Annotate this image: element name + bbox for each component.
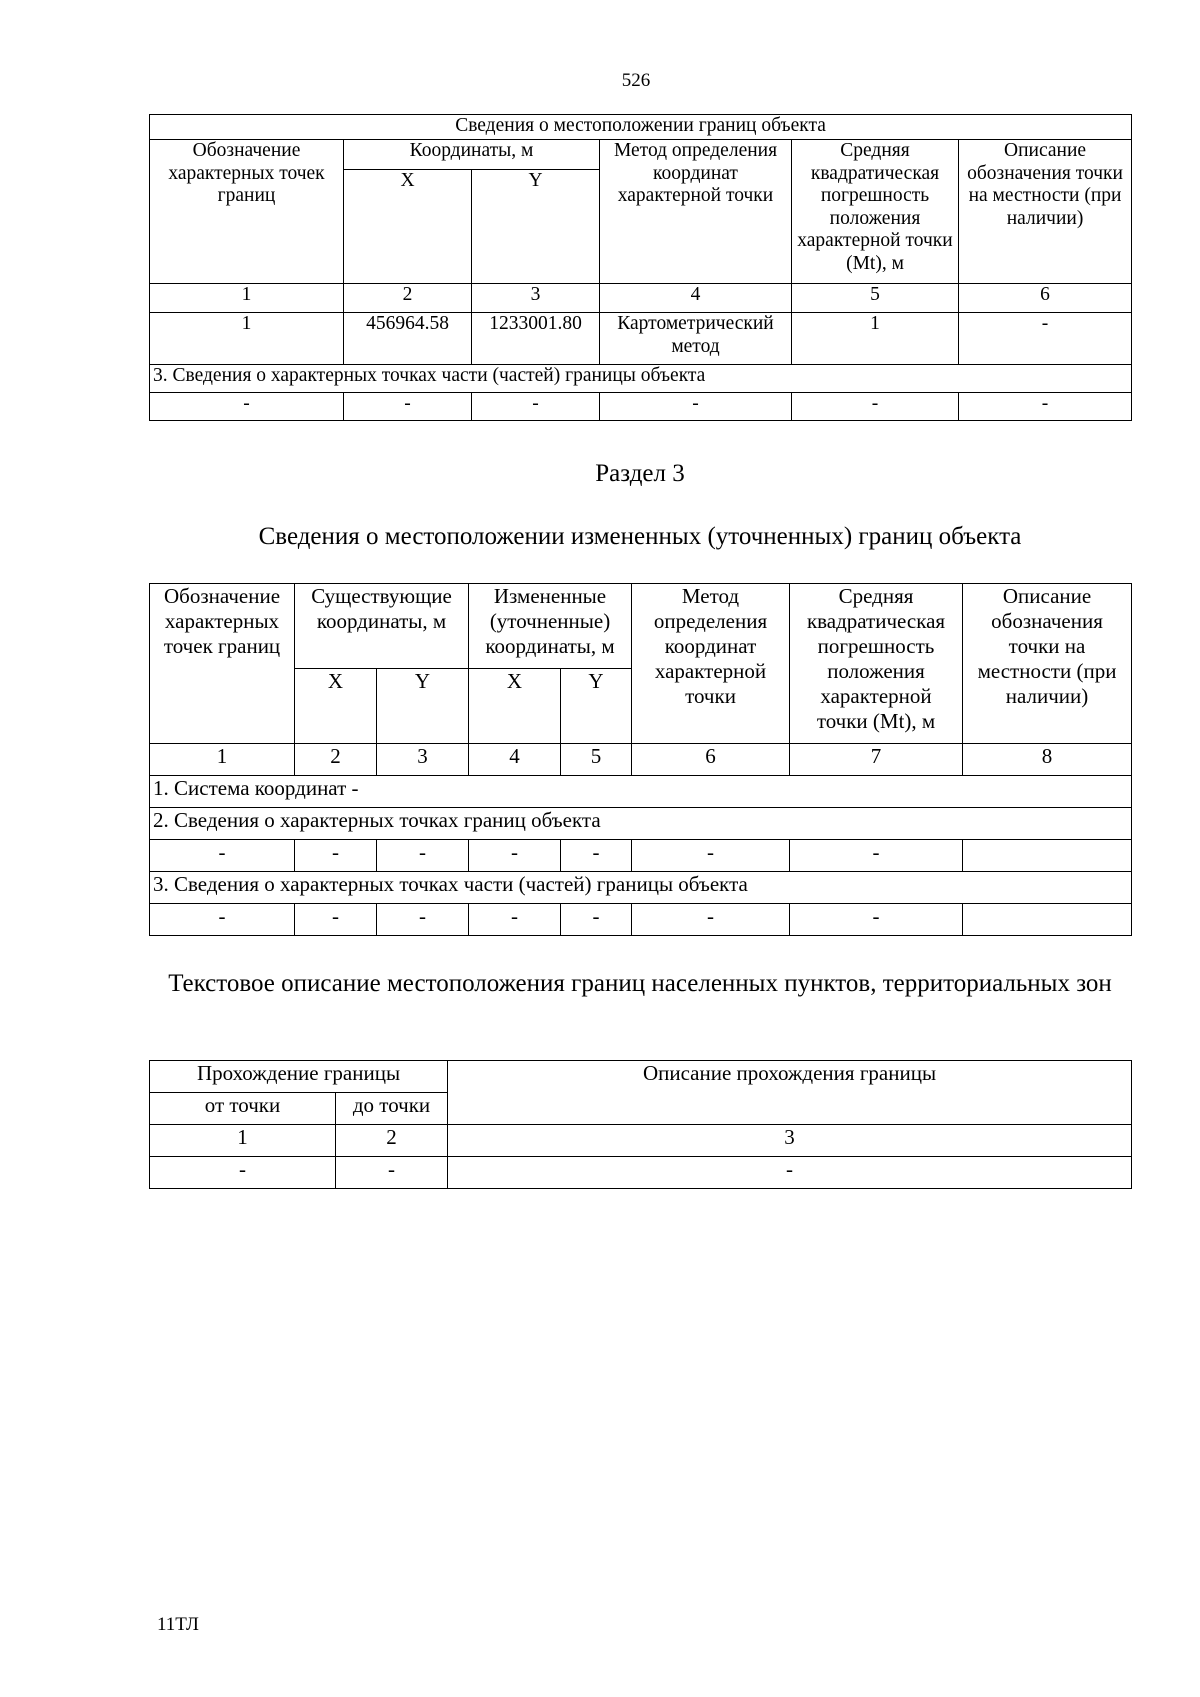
- col-header-method: Метод определения координат характерной точки: [632, 584, 790, 744]
- table-cell: -: [600, 393, 792, 421]
- column-number: 5: [792, 284, 959, 313]
- table-cell: 1: [792, 313, 959, 365]
- table-cell: -: [150, 904, 295, 936]
- table-cell: -: [959, 313, 1132, 365]
- coordinate-system: 1. Система координат -: [150, 776, 1132, 808]
- table-cell: -: [472, 393, 600, 421]
- table-cell: -: [295, 840, 377, 872]
- boundary-location-table: [149, 114, 1132, 421]
- table-cell: 1233001.80: [472, 313, 600, 365]
- table-title: Сведения о местоположении границ объекта: [150, 115, 1132, 140]
- table-row: [150, 904, 1132, 936]
- table-cell: 1: [150, 313, 344, 365]
- column-number: 1: [150, 1125, 336, 1157]
- table-cell: -: [790, 904, 963, 936]
- page-number: 526: [621, 70, 651, 91]
- table-cell: -: [377, 904, 469, 936]
- column-number: 8: [963, 744, 1132, 776]
- col-header-x: X: [295, 669, 377, 744]
- column-number: 1: [150, 744, 295, 776]
- column-number: 2: [336, 1125, 448, 1157]
- text-description-title: Текстовое описание местоположения границ населенных пунктов, территориальных зон: [168, 970, 1112, 997]
- table-cell: -: [377, 840, 469, 872]
- table-cell: -: [336, 1157, 448, 1189]
- col-header-x: X: [469, 669, 561, 744]
- col-header-y: Y: [472, 170, 600, 284]
- table-row: [150, 1157, 1132, 1189]
- changed-boundaries-table: [149, 583, 1132, 936]
- column-number: 4: [600, 284, 792, 313]
- table-cell: -: [632, 904, 790, 936]
- col-header-to-point: до точки: [336, 1093, 448, 1125]
- col-header-existing-coordinates: Существующие координаты, м: [295, 584, 469, 669]
- table-cell: -: [150, 1157, 336, 1189]
- column-number: 3: [472, 284, 600, 313]
- col-header-passage-description: Описание прохождения границы: [448, 1061, 1132, 1125]
- column-number: 6: [632, 744, 790, 776]
- col-header-changed-coordinates: Измененные (уточненные) координаты, м: [469, 584, 632, 669]
- table-cell: [963, 840, 1132, 872]
- table-cell: -: [295, 904, 377, 936]
- col-header-description: Описание обозначения точки на местности (при наличии): [963, 584, 1132, 744]
- column-number: 1: [150, 284, 344, 313]
- table-cell: -: [792, 393, 959, 421]
- table-row: [150, 840, 1132, 872]
- col-header-from-point: от точки: [150, 1093, 336, 1125]
- section-subtitle: Сведения о местоположении измененных (уточненных) границ объекта: [258, 523, 1022, 550]
- footer-code: 11ТЛ: [157, 1614, 199, 1635]
- col-header-x: X: [344, 170, 472, 284]
- table-cell: -: [150, 393, 344, 421]
- table-row: [150, 393, 1132, 421]
- column-number-row: [150, 284, 1132, 313]
- part-section-title: 3. Сведения о характерных точках части (частей) границы объекта: [150, 365, 1132, 393]
- column-number: 7: [790, 744, 963, 776]
- col-header-method: Метод определения координат характерной точки: [600, 140, 792, 284]
- table-cell: -: [344, 393, 472, 421]
- table-cell: -: [561, 904, 632, 936]
- column-number: 5: [561, 744, 632, 776]
- table-cell: -: [469, 904, 561, 936]
- boundary-passage-table: [149, 1060, 1132, 1189]
- column-number: 2: [295, 744, 377, 776]
- column-number: 3: [448, 1125, 1132, 1157]
- section-title: Раздел 3: [595, 460, 685, 487]
- column-number: 3: [377, 744, 469, 776]
- col-header-point-designation: Обозначение характерных точек границ: [150, 140, 344, 284]
- table-cell: -: [469, 840, 561, 872]
- col-header-y: Y: [377, 669, 469, 744]
- column-number-row: [150, 744, 1132, 776]
- column-number: 6: [959, 284, 1132, 313]
- table-cell: Картометрический метод: [600, 313, 792, 365]
- column-number-row: [150, 1125, 1132, 1157]
- table-cell: 456964.58: [344, 313, 472, 365]
- table-cell: [963, 904, 1132, 936]
- table-cell: -: [790, 840, 963, 872]
- table-cell: -: [561, 840, 632, 872]
- column-number: 4: [469, 744, 561, 776]
- boundary-points-title: 2. Сведения о характерных точках границ объекта: [150, 808, 1132, 840]
- table-row: [150, 313, 1132, 365]
- table-cell: -: [150, 840, 295, 872]
- col-header-rmse: Средняя квадратическая погрешность положения характерной точки (Mt), м: [790, 584, 963, 744]
- part-section-title: 3. Сведения о характерных точках части (частей) границы объекта: [150, 872, 1132, 904]
- col-header-rmse: Средняя квадратическая погрешность положения характерной точки (Mt), м: [792, 140, 959, 284]
- col-header-y: Y: [561, 669, 632, 744]
- table-cell: -: [632, 840, 790, 872]
- col-header-point-designation: Обозначение характерных точек границ: [150, 584, 295, 744]
- table-cell: -: [959, 393, 1132, 421]
- col-header-boundary-passage: Прохождение границы: [150, 1061, 448, 1093]
- column-number: 2: [344, 284, 472, 313]
- table-cell: -: [448, 1157, 1132, 1189]
- col-header-description: Описание обозначения точки на местности (при наличии): [959, 140, 1132, 284]
- col-header-coordinates: Координаты, м: [344, 140, 600, 170]
